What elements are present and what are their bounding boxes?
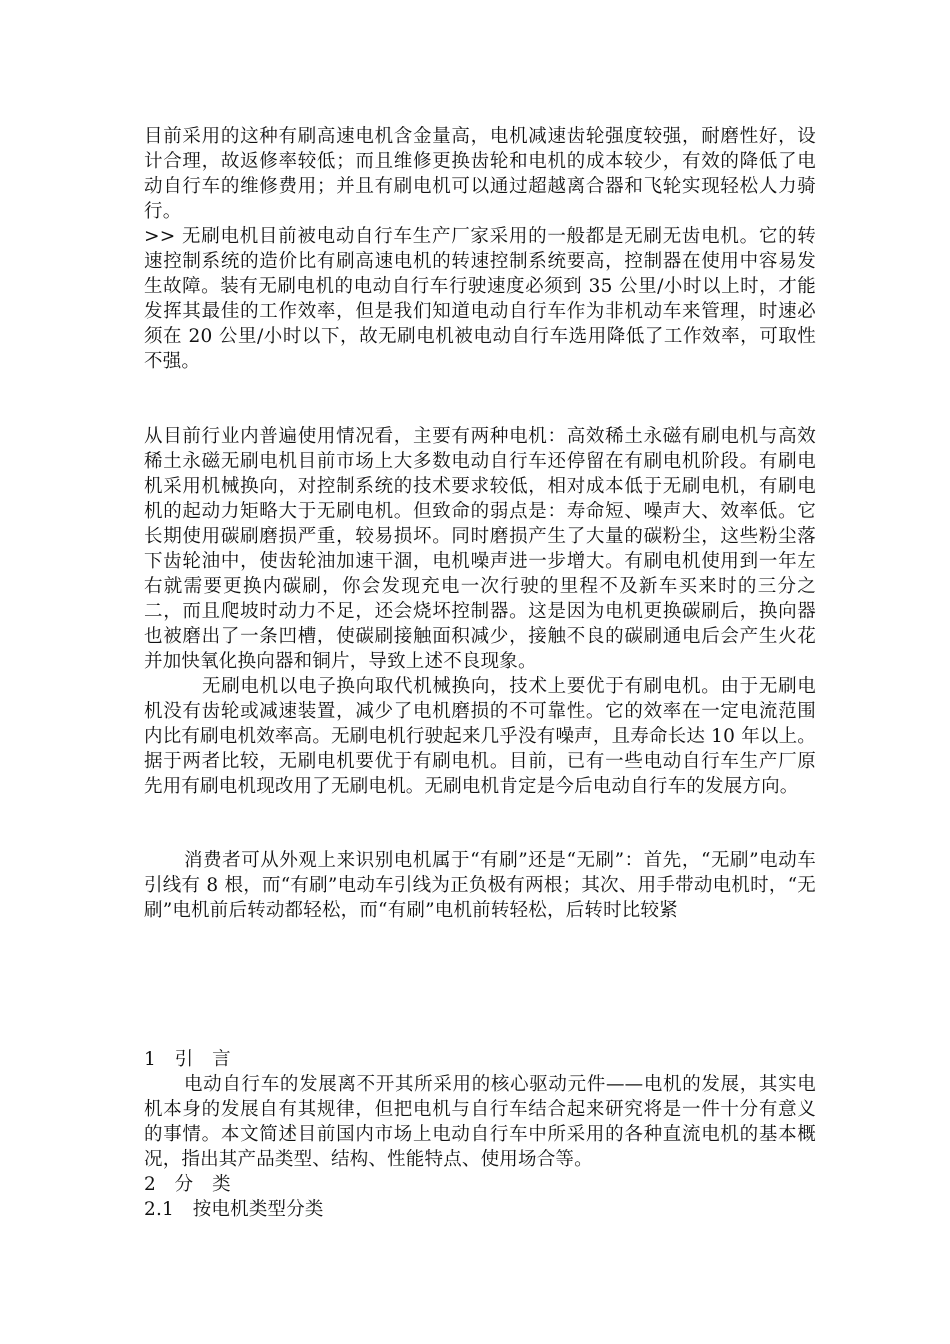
paragraph-introduction: 电动自行车的发展离不开其所采用的核心驱动元件——电机的发展，其实电机本身的发展自有其规律，但把电机与自行车结合起来研究将是一件十分有意义的事情。本文简述目前国内市场上电动自行车中所采用的各种直流电机的基本概况，指出其产品类型、结构、性能特点、使用场合等。	[144, 1074, 816, 1170]
paragraph-brushed-motor-advantages: 目前采用的这种有刷高速电机含金量高，电机减速齿轮强度较强，耐磨性好，设计合理，故返修率较低；而且维修更换齿轮和电机的成本较少，有效的降低了电动自行车的维修费用；并且有刷电机可以通过超越离合器和飞轮实现轻松人力骑行。	[144, 126, 816, 222]
subsection-heading-motor-type: 2.1 按电机类型分类	[144, 1199, 324, 1220]
paragraph-industry-usage: 从目前行业内普遍使用情况看，主要有两种电机：高效稀土永磁有刷电机与高效稀土永磁无刷电机目前市场上大多数电动自行车还停留在有刷电机阶段。有刷电机采用机械换向，对控制系统的技术要求较低，相对成本低于无刷电机，有刷电机的起动力矩略大于无刷电机。但致命的弱点是：寿命短、噪声大、效率低。它长期使用碳刷磨损严重，较易损坏。同时磨损产生了大量的碳粉尘，这些粉尘落下齿轮油中，使齿轮油加速干涸，电机噪声进一步增大。有刷电机使用到一年左右就需要更换内碳刷，你会发现充电一次行驶的里程不及新车买来时的三分之二，而且爬坡时动力不足，还会烧坏控制器。这是因为电机更换碳刷后，换向器也被磨出了一条凹槽，使碳刷接触面积减少，接触不良的碳刷通电后会产生火花并加快氧化换向器和铜片，导致上述不良现象。	[144, 426, 816, 672]
section-heading-classification: 2 分 类	[144, 1174, 231, 1195]
paragraph-brushless-superiority: 无刷电机以电子换向取代机械换向，技术上要优于有刷电机。由于无刷电机没有齿轮或减速装置，减少了电机磨损的不可靠性。它的效率在一定电流范围内比有刷电机效率高。无刷电机行驶起来几乎没有噪声，且寿命长达 10 年以上。据于两者比较，无刷电机要优于有刷电机。目前，已有一些电动自行车生产厂原先用有刷电机现改用了无刷电机。无刷电机肯定是今后电动自行车的发展方向。	[144, 676, 816, 797]
paragraph-brushless-motor-drawbacks: >> 无刷电机目前被电动自行车生产厂家采用的一般都是无刷无齿电机。它的转速控制系统的造价比有刷高速电机的转速控制系统要高，控制器在使用中容易发生故障。装有无刷电机的电动自行车行驶速度必须到 35 公里/小时以上时，才能发挥其最佳的工作效率，但是我们知道电动自行车作为非机动车来管理，时速必须在 20 公里/小时以下，故无刷电机被电动自行车选用降低了工作效率，可取性不强。	[144, 226, 816, 372]
section-heading-introduction: 1 引 言	[144, 1049, 231, 1070]
paragraph-consumer-identification: 消费者可从外观上来识别电机属于“有刷”还是“无刷”：首先，“无刷”电动车引线有 8 根，而“有刷”电动车引线为正负极有两根；其次、用手带动电机时，“无刷”电机前后转动都轻松，而“有刷”电机前转轻松，后转时比较紧	[144, 850, 816, 921]
